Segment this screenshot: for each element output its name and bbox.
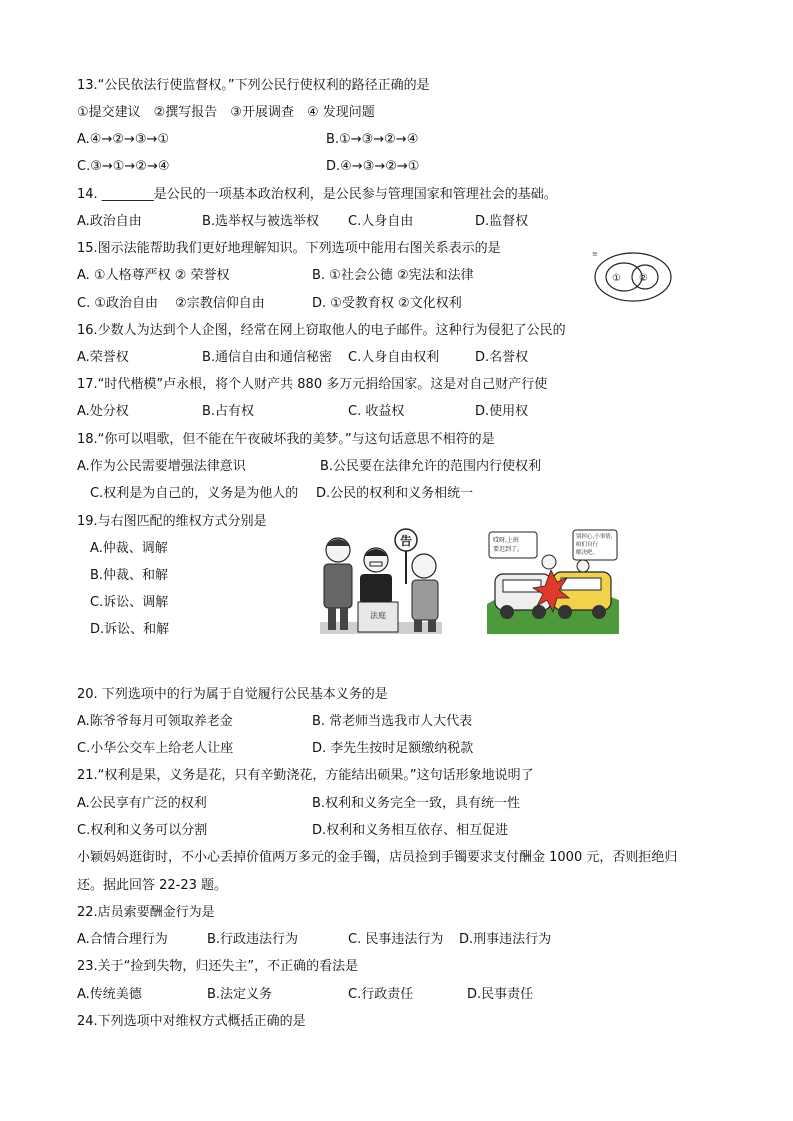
q14-option-c[interactable]: C.人身自由 [348, 214, 414, 229]
q17-option-a[interactable]: A.处分权 [77, 404, 129, 419]
q19-option-a[interactable]: A.仲裁、调解 [90, 541, 168, 556]
q15-option-d[interactable]: D. ①受教育权 ②文化权利 [312, 296, 462, 311]
passage-line-1: 小颖妈妈逛街时，不小心丢掉价值两万多元的金手镯，店员捡到手镯要求支付酬金 1000 元，否则拒绝归 [77, 850, 678, 865]
q15-option-c[interactable]: C. ①政治自由 ②宗教信仰自由 [77, 296, 265, 311]
q19-option-b[interactable]: B.仲裁、和解 [90, 568, 169, 583]
q13-stem: 13.“公民依法行使监督权。”下列公民行使权利的路径正确的是 [77, 78, 430, 93]
q17-stem: 17.“时代楷模”卢永根，将个人财产共 880 多万元捐给国家。这是对自己财产行使 [77, 377, 548, 392]
q16-option-a[interactable]: A.荣誉权 [77, 350, 129, 365]
q20-stem: 20. 下列选项中的行为属于自觉履行公民基本义务的是 [77, 687, 388, 702]
q20-option-a[interactable]: A.陈爷爷每月可领取养老金 [77, 714, 233, 729]
sue-sign-label: 告 [400, 534, 413, 548]
q15-stem: 15.图示法能帮助我们更好地理解知识。下列选项中能用右图关系表示的是 [77, 241, 501, 256]
venn-label-1: ① [612, 273, 621, 284]
q22-option-c[interactable]: C. 民事违法行为 [348, 932, 444, 947]
q13-items: ①提交建议 ②撰写报告 ③开展调查 ④ 发现问题 [77, 105, 375, 120]
q13-option-a[interactable]: A.④→②→③→① [77, 132, 170, 147]
venn-diagram [592, 248, 672, 308]
q20-option-c[interactable]: C.小华公交车上给老人让座 [77, 741, 234, 756]
q18-option-a[interactable]: A.作为公民需要增强法律意识 [77, 459, 246, 474]
q22-option-a[interactable]: A.合情合理行为 [77, 932, 168, 947]
q20-option-b[interactable]: B. 常老师当选我市人大代表 [312, 714, 473, 729]
q20-option-d[interactable]: D. 李先生按时足额缴纳税款 [312, 741, 474, 756]
q16-option-c[interactable]: C.人身自由权利 [348, 350, 440, 365]
q18-option-c[interactable]: C.权利是为自己的，义务是为他人的 [90, 486, 299, 501]
q18-option-d[interactable]: D.公民的权利和义务相统一 [316, 486, 474, 501]
q17-option-d[interactable]: D.使用权 [475, 404, 529, 419]
q21-option-d[interactable]: D.权利和义务相互依存、相互促进 [312, 823, 509, 838]
q18-stem: 18.“你可以唱歌，但不能在午夜破坏我的美梦。”与这句话意思不相符的是 [77, 432, 495, 447]
q21-option-c[interactable]: C.权利和义务可以分割 [77, 823, 208, 838]
q22-option-d[interactable]: D.刑事违法行为 [459, 932, 552, 947]
q21-option-b[interactable]: B.权利和义务完全一致，具有统一性 [312, 796, 521, 811]
q16-stem: 16.少数人为达到个人企图，经常在网上窃取他人的电子邮件。这种行为侵犯了公民的 [77, 323, 566, 338]
venn-label-2: ② [639, 273, 648, 284]
q13-option-b[interactable]: B.①→③→②→④ [326, 132, 419, 147]
q21-option-a[interactable]: A.公民享有广泛的权利 [77, 796, 207, 811]
q23-option-d[interactable]: D.民事责任 [467, 987, 534, 1002]
q19-option-c[interactable]: C.诉讼、调解 [90, 595, 169, 610]
q22-stem: 22.店员索要酬金行为是 [77, 905, 215, 920]
q15-option-b[interactable]: B. ①社会公德 ②宪法和法律 [312, 268, 474, 283]
q14-stem: 14. ________是公民的一项基本政治权利，是公民参与管理国家和管理社会的基础。 [77, 187, 557, 202]
car-accident-cartoon [487, 526, 619, 634]
q17-option-b[interactable]: B.占有权 [202, 404, 255, 419]
q13-option-c[interactable]: C.③→①→②→④ [77, 159, 170, 174]
court-desk-label: 法庭 [370, 611, 386, 620]
svg-text:≡: ≡ [592, 250, 598, 258]
q14-option-d[interactable]: D.监督权 [475, 214, 529, 229]
lawsuit-cartoon [320, 526, 442, 634]
q23-option-c[interactable]: C.行政责任 [348, 987, 414, 1002]
q16-option-b[interactable]: B.通信自由和通信秘密 [202, 350, 333, 365]
q14-option-a[interactable]: A.政治自由 [77, 214, 142, 229]
q23-option-a[interactable]: A.传统美德 [77, 987, 142, 1002]
q16-option-d[interactable]: D.名誉权 [475, 350, 529, 365]
q22-option-b[interactable]: B.行政违法行为 [207, 932, 299, 947]
q23-option-b[interactable]: B.法定义务 [207, 987, 273, 1002]
q24-stem: 24.下列选项中对维权方式概括正确的是 [77, 1014, 306, 1029]
q19-option-d[interactable]: D.诉讼、和解 [90, 622, 170, 637]
q19-stem: 19.与右图匹配的维权方式分别是 [77, 514, 267, 529]
q17-option-c[interactable]: C. 收益权 [348, 404, 405, 419]
q23-stem: 23.关于“捡到失物，归还失主”，不正确的看法是 [77, 959, 359, 974]
q13-option-d[interactable]: D.④→③→②→① [326, 159, 420, 174]
passage-line-2: 还。据此回答 22-23 题。 [77, 878, 228, 893]
q15-option-a[interactable]: A. ①人格尊严权 ② 荣誉权 [77, 268, 230, 283]
q18-option-b[interactable]: B.公民要在法律允许的范围内行使权利 [320, 459, 542, 474]
speech-bubble-left: 哎呀,上班 要迟到了。 [493, 537, 524, 553]
q21-stem: 21.“权利是果，义务是花，只有辛勤浇花，方能结出硕果。”这句话形象地说明了 [77, 768, 534, 783]
speech-bubble-right: 别担心,小事情, 咱们自行 解决吧。 [576, 534, 613, 556]
q14-option-b[interactable]: B.选举权与被选举权 [202, 214, 320, 229]
